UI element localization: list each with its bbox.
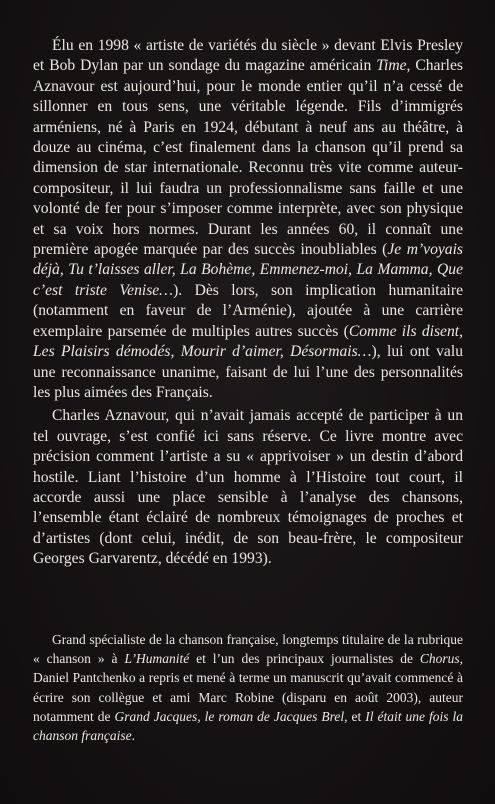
text-run: .: [131, 728, 135, 744]
italic-title-run: Il était une fois la chanson française: [33, 708, 463, 744]
author-paragraph: [33, 630, 463, 745]
text-run: , Charles Aznavour est aujourd’hui, pour le monde entier qu’il n’a cessé de sillonner en tous sens, une véritable légende. Fils d’immigrés arméniens, né à Paris en 1924, débutant à neuf ans au théâtre, à douze au cinéma, c’est finalement dans la chanson qu’il prend sa dimension de star internationale. Reconnu très vite comme auteur-compositeur, il lui faudra un professionnalisme sans faille et une volonté de fer pour s’imposer comme interprète, avec son physique et sa voix hors normes. Durant les années 60, il connaît une première apogée marquée par des succès inoubliables (: [33, 57, 463, 259]
text-run: Élu en 1998 « artiste de variétés du siècle » devant Elvis Presley et Bob Dylan par un sondage du magazine américain: [33, 37, 463, 75]
text-run: , et: [344, 708, 366, 724]
text-run: et l’un des principaux journalistes de: [189, 651, 420, 667]
author-note: [33, 630, 463, 745]
italic-title-run: Comme ils disent, Les Plaisirs démodés, Mourir d’aimer, Désormais…: [33, 322, 463, 361]
text-run: , Daniel Pantchenko a repris et mené à terme un manuscrit qu’avait commencé à écrire son collègue et ami Marc Robine (disparu en août 2003), auteur notamment de: [33, 651, 463, 724]
biography-paragraph-2: [33, 406, 463, 569]
text-run: Charles Aznavour, qui n’avait jamais accepté de participer à un tel ouvrage, s’est confié ici sans réserve. Ce livre montre avec précision comment l’artiste a su « apprivoiser » un destin d’abord hostile. Liant l’histoire d’un homme à l’Histoire tout court, il accorde aussi une place sensible à l’analyse des chansons, l’ensemble étant éclairé de nombreux témoignages de proches et d’artistes (dont celui, inédit, de son beau-frère, le compositeur Georges Garvarentz, décédé en 1993).: [33, 407, 463, 568]
text-run: Grand spécialiste de la chanson française, longtemps titulaire de la rubrique « chanson » à: [33, 632, 463, 667]
biography-paragraph-1: [33, 36, 463, 403]
italic-title-run: Chorus: [419, 651, 460, 667]
biography-text: [33, 36, 463, 570]
italic-title-run: Time: [376, 57, 407, 75]
text-run: ), lui ont valu une reconnaissance unanime, faisant de lui l’une des personnalités les plus aimées des Français.: [33, 343, 463, 401]
italic-title-run: L’Humanité: [124, 651, 190, 667]
italic-title-run: Je m’voyais déjà, Tu t’laisses aller, La Bohème, Emmenez-moi, La Mamma, Que c’est triste Venise…: [33, 241, 463, 299]
italic-title-run: Grand Jacques, le roman de Jacques Brel: [114, 708, 345, 724]
text-run: ). Dès lors, son implication humanitaire (notamment en faveur de l’Arménie), ajoutée à une carrière exemplaire parsemée de multiples autres succès (: [33, 281, 463, 340]
